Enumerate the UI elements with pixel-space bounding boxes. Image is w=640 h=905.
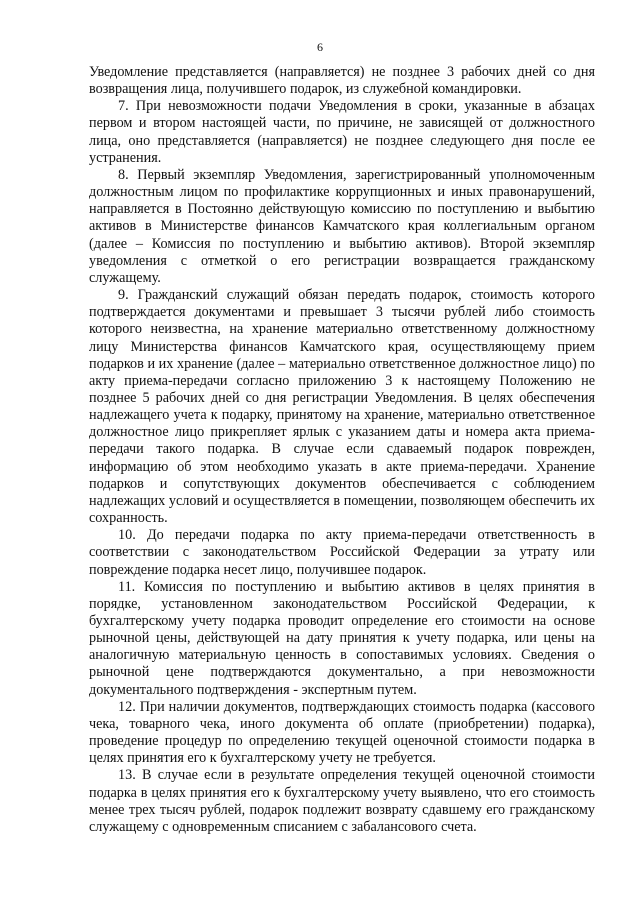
paragraph-11: 11. Комиссия по поступлению и выбытию активов в целях принятия в порядке, установленном законодательством Российской Федерации, к бухгалтерскому учету подарка проводит определение его стоимости на основе рыночной цены, действующей на дату принятия к учету подарка, или цены на аналогичную материальную ценность в сопоставимых условиях. Сведения о рыночной цене подтверждаются документально, а при невозможности документального подтверждения - экспертным путем. [89,578,595,698]
paragraph-10: 10. До передачи подарка по акту приема-передачи ответственность в соответствии с законодательством Российской Федерации за утрату или повреждение подарка несет лицо, получившее подарок. [89,527,595,578]
paragraph-13: 13. В случае если в результате определения текущей оценочной стоимости подарка в целях принятия его к бухгалтерскому учету выявлено, что его стоимость менее трех тысяч рублей, подарок подлежит возврату сдавшему его гражданскому служащему с одновременным списанием с забалансового счета. [89,767,595,835]
paragraph-7: 7. При невозможности подачи Уведомления в сроки, указанные в абзацах первом и втором настоящей части, по причине, не зависящей от должностного лица, оно представляется (направляется) не позднее следующего дня после ее устранения. [89,98,595,166]
paragraph-8: 8. Первый экземпляр Уведомления, зарегистрированный уполномоченным должностным лицом по профилактике коррупционных и иных правонарушений, направляется в Постоянно действующую комиссию по поступлению и выбытию активов в Министерстве финансов Камчатского края коллегиальным органом (далее – Комиссия по поступлению и выбытию активов). Второй экземпляр уведомления с отметкой о его регистрации возвращается гражданскому служащему. [89,166,595,286]
paragraph-9: 9. Гражданский служащий обязан передать подарок, стоимость которого подтверждается документами и превышает 3 тысячи рублей либо стоимость которого неизвестна, на хранение материально ответственному должностному лицу Министерства финансов Камчатского края, осуществляющему прием подарков и их хранение (далее – материально ответственное должностное лицо) по акту приема-передачи согласно приложению 3 к настоящему Положению не позднее 5 рабочих дней со дня регистрации Уведомления. В целях обеспечения надлежащего учета к подарку, принятому на хранение, материально ответственное должностное лицо прикрепляет ярлык с указанием даты и номера акта приема-передачи такого подарка. В случае если сдаваемый подарок поврежден, информацию об этом необходимо указать в акте приема-передачи. Хранение подарков и сопутствующих документов обеспечивается с соблюдением надлежащих условий и осуществляется в помещении, позволяющем обеспечить их сохранность. [89,287,595,527]
paragraph-continuation: Уведомление представляется (направляется) не позднее 3 рабочих дней со дня возвращения лица, получившего подарок, из служебной командировки. [89,64,595,98]
document-body [89,64,595,836]
paragraph-12: 12. При наличии документов, подтверждающих стоимость подарка (кассового чека, товарного чека, иного документа об оплате (приобретении) подарка), проведение процедур по определению текущей оценочной стоимости подарка в целях принятия его к бухгалтерскому учету не требуется. [89,698,595,767]
page-number: 6 [317,40,323,54]
